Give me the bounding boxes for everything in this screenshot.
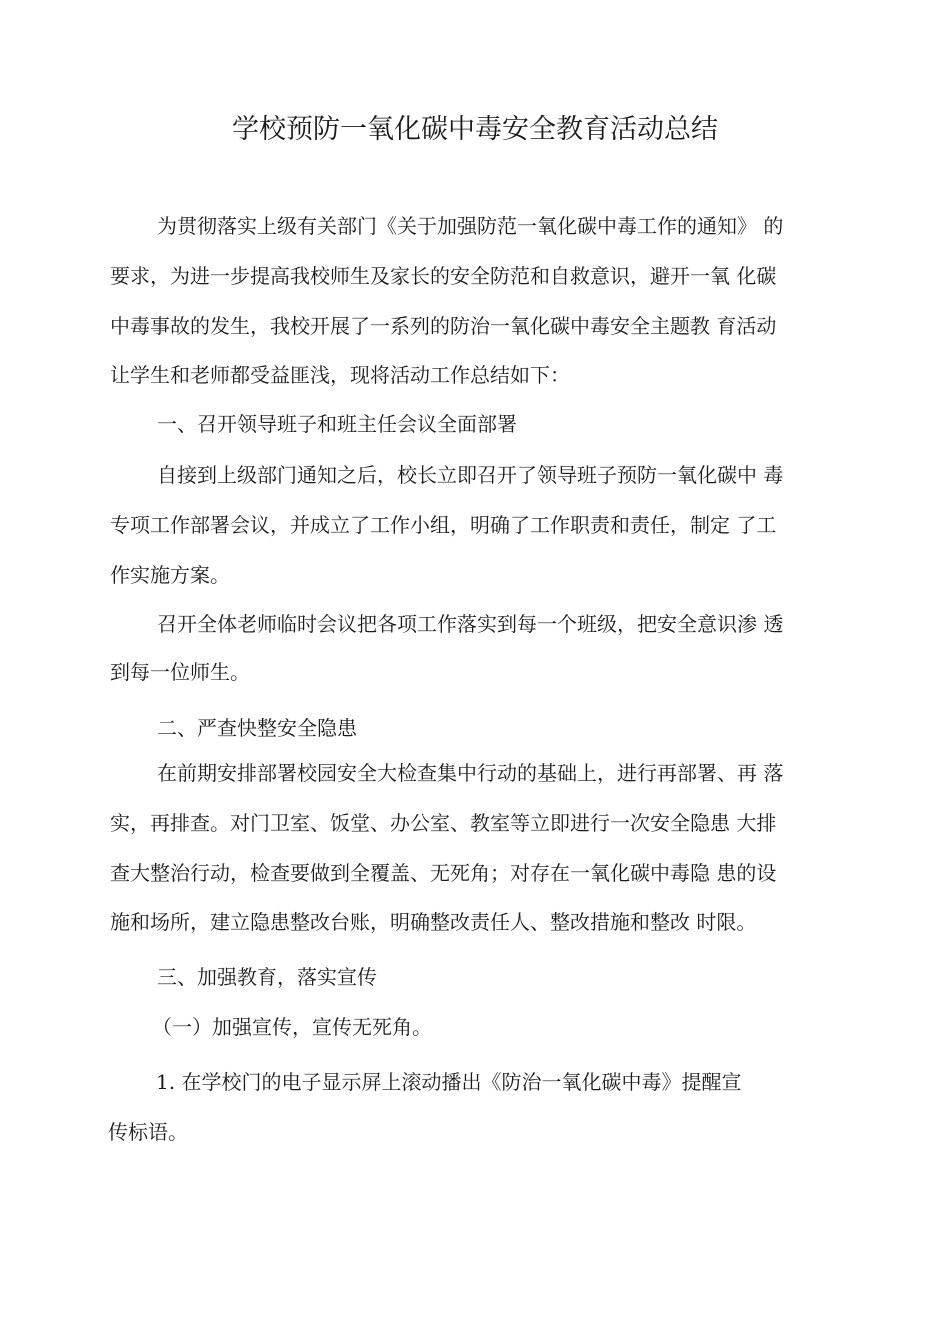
- section1-para1-line-1: 自接到上级部门通知之后，校长立即召开了领导班子预防一氧化碳中 毒: [157, 463, 784, 487]
- intro-line-3: 中毒事故的发生，我校开展了一系列的防治一氧化碳中毒安全主题教 育活动: [110, 314, 777, 338]
- section1-para1-line-3: 作实施方案。: [110, 563, 230, 587]
- section3-item1-line-2: 传标语。: [108, 1120, 188, 1144]
- section3-heading: 三、加强教育，落实宣传: [157, 965, 377, 989]
- section1-para1-line-2: 专项工作部署会议，并成立了工作小组，明确了工作职责和责任，制定 了工: [110, 513, 777, 537]
- section1-para2-line-1: 召开全体老师临时会议把各项工作落实到每一个班级，把安全意识渗 透: [157, 612, 784, 636]
- section3-item1-line-1: 1. 在学校门的电子显示屏上滚动播出《防治一氧化碳中毒》提醒宣: [156, 1070, 742, 1094]
- document-title: 学校预防一氧化碳中毒安全教育活动总结: [232, 114, 718, 145]
- intro-line-4: 让学生和老师都受益匪浅，现将活动工作总结如下：: [110, 363, 570, 387]
- section1-heading: 一、召开领导班子和班主任会议全面部署: [157, 412, 517, 436]
- section2-para-line-4: 施和场所，建立隐患整改台账，明确整改责任人、整改措施和整改 时限。: [110, 910, 757, 934]
- section2-heading: 二、严查快整安全隐患: [157, 716, 357, 740]
- section2-para-line-3: 查大整治行动，检查要做到全覆盖、无死角；对存在一氧化碳中毒隐 患的设: [110, 861, 777, 885]
- intro-line-2: 要求，为进一步提高我校师生及家长的安全防范和自救意识，避开一氧 化碳: [110, 264, 777, 288]
- intro-line-1: 为贯彻落实上级有关部门《关于加强防范一氧化碳中毒工作的通知》 的: [157, 214, 784, 238]
- section2-para-line-2: 实，再排查。对门卫室、饭堂、办公室、教室等立即进行一次安全隐患 大排: [110, 811, 777, 835]
- section1-para2-line-2: 到每一位师生。: [110, 660, 250, 684]
- section2-para-line-1: 在前期安排部署校园安全大检查集中行动的基础上，进行再部署、再 落: [157, 761, 784, 785]
- section3-sub1: （一）加强宣传，宣传无死角。: [152, 1015, 432, 1039]
